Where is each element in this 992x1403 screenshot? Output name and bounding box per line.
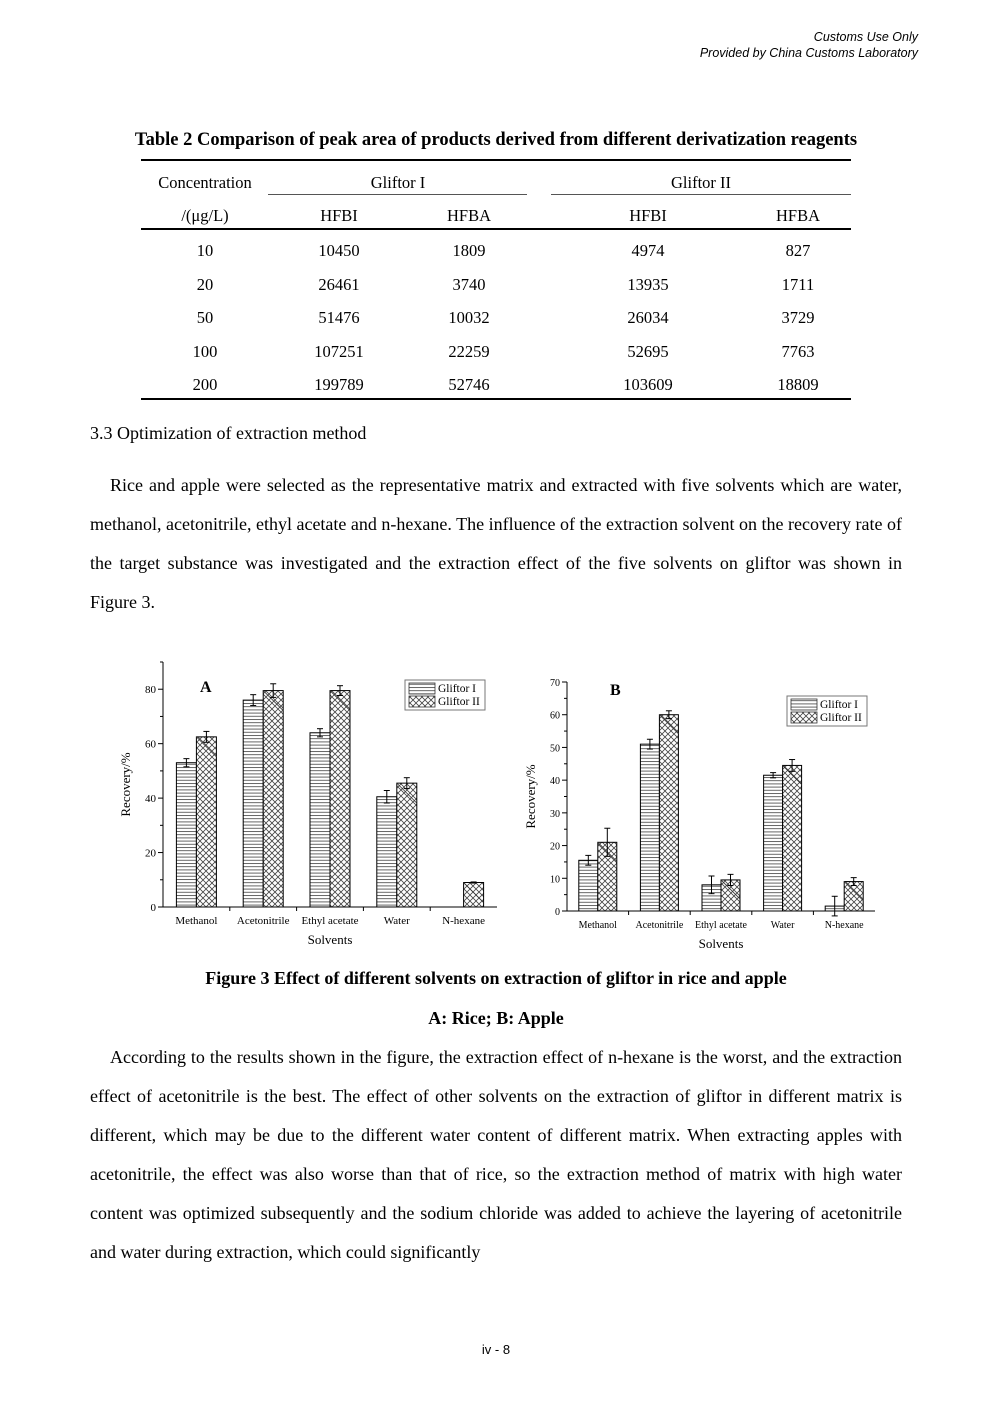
header-subcol: HFBI: [629, 206, 667, 225]
x-tick-label: Ethyl acetate: [301, 915, 359, 927]
table-cell-value: 26034: [627, 308, 669, 327]
x-tick-label: N-hexane: [442, 915, 485, 927]
y-tick-label: 20: [145, 847, 156, 860]
table-header-rule: [141, 228, 851, 230]
y-tick-label: 40: [145, 793, 156, 806]
x-tick-label: Acetonitrile: [236, 915, 290, 927]
chart-a-rice: [110, 655, 510, 955]
x-tick-label: Acetonitrile: [635, 920, 684, 931]
x-axis-label: Solvents: [698, 936, 744, 951]
header-line-1: Customs Use Only: [813, 30, 918, 44]
table-cell-concentration: 200: [192, 375, 218, 394]
table-cell-value: 18809: [777, 375, 819, 394]
paragraph-1: Rice and apple were selected as the representative matrix and extracted with five solvents which are water, methanol, acetonitrile, ethyl acetate and n-hexane. The influence of the extraction solvent on the recovery rate of the target substance was investigated and the extraction effect of the five solvents on gliftor was shown in Figure 3.: [90, 475, 902, 612]
group2-rule: [551, 194, 851, 195]
y-tick-label: 60: [550, 710, 560, 722]
table-cell-value: 13935: [627, 274, 669, 294]
bar-gliftor-2: [783, 765, 802, 911]
table-cell-value: 4974: [631, 241, 665, 260]
bar-gliftor-2: [659, 715, 678, 911]
y-tick-label: 40: [550, 776, 560, 788]
figure-caption: Figure 3 Effect of different solvents on extraction of gliftor in rice and apple: [205, 968, 787, 988]
legend-swatch: [409, 696, 435, 707]
table-cell-value: 3740: [452, 274, 486, 294]
header-subcol: HFBA: [446, 206, 492, 225]
table-cell-value: 827: [785, 241, 811, 260]
table-cell-value: 22259: [448, 341, 490, 361]
bar-gliftor-1: [176, 763, 196, 907]
table-cell-value: 52746: [448, 375, 490, 394]
table-cell-concentration: 20: [196, 274, 214, 294]
page-header: [700, 29, 918, 61]
x-tick-label: Methanol: [578, 920, 617, 931]
page-number: iv - 8: [481, 1342, 511, 1357]
table-top-rule: [141, 159, 851, 161]
header-group-gliftor-2: Gliftor II: [670, 173, 732, 192]
panel-label: A: [200, 679, 212, 696]
table-cell-value: 10032: [448, 308, 490, 327]
legend: [787, 696, 867, 726]
bar-gliftor-2: [397, 783, 417, 907]
legend: [405, 680, 485, 710]
x-tick-label: Water: [770, 920, 795, 931]
header-subcol: HFBI: [320, 206, 358, 225]
legend-label: Gliftor I: [438, 683, 477, 695]
bar-gliftor-1: [377, 797, 397, 907]
y-tick-label: 10: [550, 874, 560, 886]
x-tick-label: Ethyl acetate: [695, 920, 747, 931]
legend-label: Gliftor II: [438, 696, 480, 708]
table-cell-value: 103609: [623, 375, 673, 394]
bar-gliftor-2: [464, 883, 484, 908]
y-tick-label: 60: [145, 738, 156, 751]
table-title: Table 2 Comparison of peak area of products derived from different derivatization reagents: [134, 130, 858, 150]
table-cell-concentration: 50: [196, 308, 214, 327]
y-tick-label: 20: [550, 841, 560, 853]
legend-swatch: [409, 683, 435, 694]
x-tick-label: N-hexane: [824, 920, 864, 931]
table-cell-value: 1809: [452, 241, 486, 260]
y-tick-label: 70: [550, 678, 560, 689]
table-cell-value: 3729: [781, 308, 815, 327]
bar-gliftor-1: [243, 700, 263, 907]
bar-gliftor-1: [764, 775, 783, 911]
legend-label: Gliftor II: [820, 712, 862, 724]
y-tick-label: 80: [145, 684, 156, 697]
table-cell-value: 107251: [314, 341, 364, 361]
table-cell-value: 7763: [781, 341, 815, 361]
table-cell-value: 1711: [781, 274, 815, 294]
bar-gliftor-1: [640, 744, 659, 911]
group1-rule: [268, 194, 527, 195]
bar-gliftor-2: [196, 737, 216, 907]
bar-gliftor-1: [579, 860, 598, 911]
y-tick-label: 0: [555, 907, 560, 918]
table-cell-value: 52695: [627, 341, 669, 361]
header-line-2: Provided by China Customs Laboratory: [699, 46, 918, 60]
chart-b-apple: [515, 665, 885, 955]
table-cell-value: 51476: [318, 308, 360, 327]
y-tick-label: 50: [550, 743, 560, 755]
header-concentration: Concentration: [158, 173, 252, 192]
header-subcol: HFBA: [775, 206, 821, 225]
table-cell-value: 10450: [318, 241, 360, 260]
x-tick-label: Water: [383, 915, 410, 927]
panel-label: B: [610, 682, 621, 699]
bar-gliftor-2: [330, 691, 350, 907]
table-cell-value: 199789: [314, 375, 364, 394]
figure-subcaption: A: Rice; B: Apple: [428, 1008, 564, 1028]
y-tick-label: 30: [550, 808, 560, 820]
y-axis-label: Recovery/%: [523, 764, 538, 829]
table-bottom-rule: [141, 398, 851, 400]
header-group-gliftor-1: Gliftor I: [370, 173, 426, 192]
bar-gliftor-1: [310, 733, 330, 907]
y-axis-label: Recovery/%: [118, 752, 133, 817]
table-cell-concentration: 10: [196, 241, 214, 260]
table-cell-value: 26461: [318, 274, 360, 294]
section-heading: 3.3 Optimization of extraction method: [90, 423, 367, 443]
y-tick-label: 0: [150, 902, 156, 914]
legend-swatch: [791, 699, 817, 710]
x-axis-label: Solvents: [307, 932, 353, 947]
header-unit: /(μg/L): [181, 206, 229, 225]
table-cell-concentration: 100: [192, 341, 218, 361]
x-tick-label: Methanol: [175, 915, 218, 927]
legend-label: Gliftor I: [820, 699, 859, 711]
bar-gliftor-2: [263, 691, 283, 907]
legend-swatch: [791, 712, 817, 723]
paragraph-2: According to the results shown in the figure, the extraction effect of n-hexane is the worst, and the extraction effect of acetonitrile is the best. The effect of other solvents on the extraction of gliftor in different matrix is different, which may be due to the different water content of different matrix. When extracting apples with acetonitrile, the effect was also worse than that of rice, so the extraction method of matrix with high water content was optimized subsequently and the sodium chloride was added to achieve the layering of acetonitrile and water during extraction, which could significantly: [90, 1047, 902, 1262]
